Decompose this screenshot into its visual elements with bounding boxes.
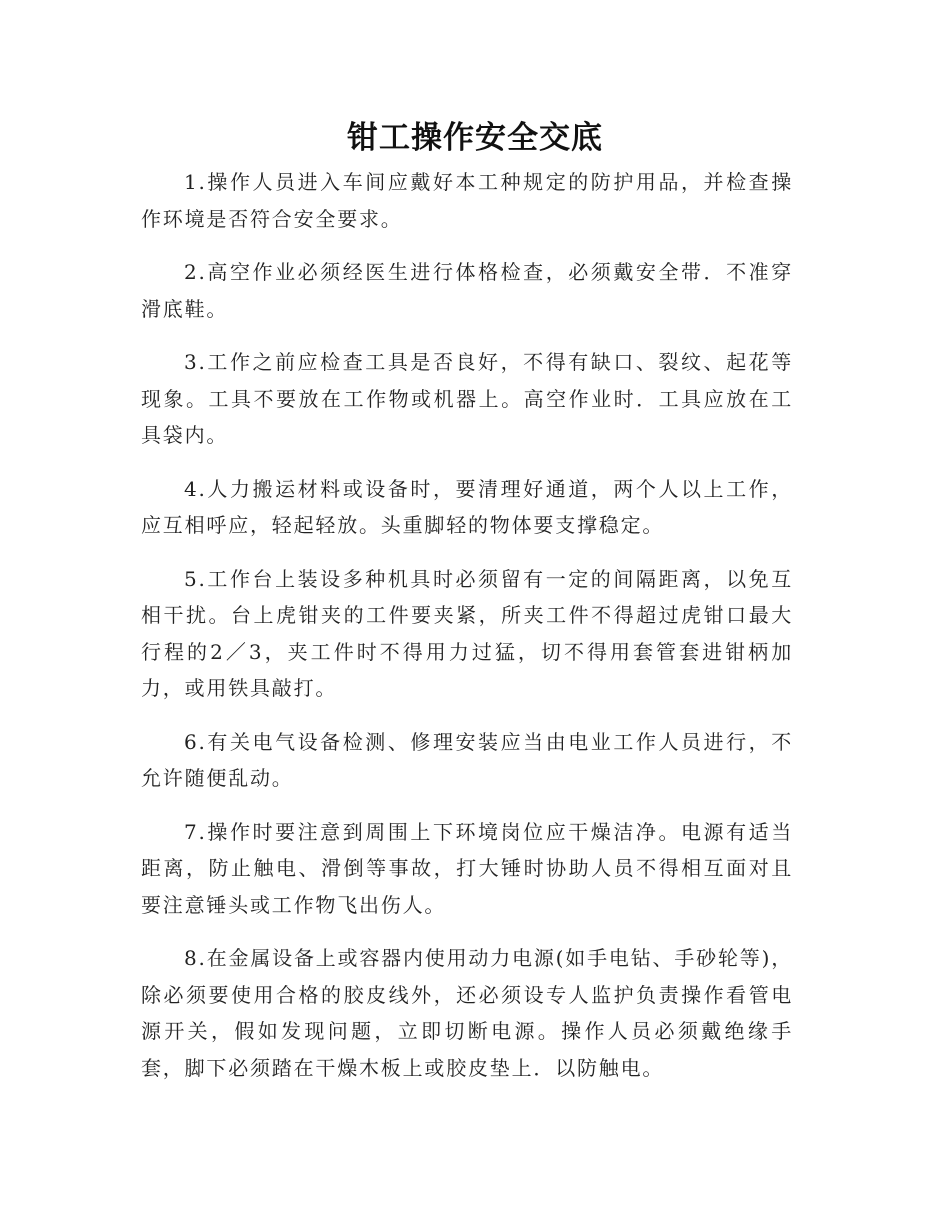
document-title: 钳工操作安全交底 [347,120,603,156]
paragraph-2: 2.高空作业必须经医生进行体格检查，必须戴安全带．不准穿滑底鞋。 [141,260,793,321]
document-body [141,164,793,1103]
paragraph-4: 4.人力搬运材料或设备时，要清理好通道，两个人以上工作，应互相呼应，轻起轻放。头重脚轻的物体要支撑稳定。 [141,476,793,537]
paragraph-5: 5.工作台上装设多种机具时必须留有一定的间隔距离，以免互相干扰。台上虎钳夹的工件要夹紧，所夹工件不得超过虎钳口最大行程的2／3，夹工件时不得用力过猛，切不得用套管套进钳柄加力，或用铁具敲打。 [141,566,793,700]
paragraph-8: 8.在金属设备上或容器内使用动力电源(如手电钻、手砂轮等)，除必须要使用合格的胶皮线外，还必须设专人监护负责操作看管电源开关，假如发现问题，立即切断电源。操作人员必须戴绝缘手套，脚下必须踏在干燥木板上或胶皮垫上．以防触电。 [141,946,793,1080]
paragraph-6: 6.有关电气设备检测、修理安装应当由电业工作人员进行，不允许随便乱动。 [141,729,793,790]
paragraph-1: 1.操作人员进入车间应戴好本工种规定的防护用品，并检查操作环境是否符合安全要求。 [141,170,793,231]
paragraph-7: 7.操作时要注意到周围上下环境岗位应干燥洁净。电源有适当距离，防止触电、滑倒等事故，打大锤时协助人员不得相互面对且要注意锤头或工作物飞出伤人。 [141,819,793,917]
paragraph-3: 3.工作之前应检查工具是否良好，不得有缺口、裂纹、起花等现象。工具不要放在工作物或机器上。高空作业时．工具应放在工具袋内。 [141,350,793,447]
